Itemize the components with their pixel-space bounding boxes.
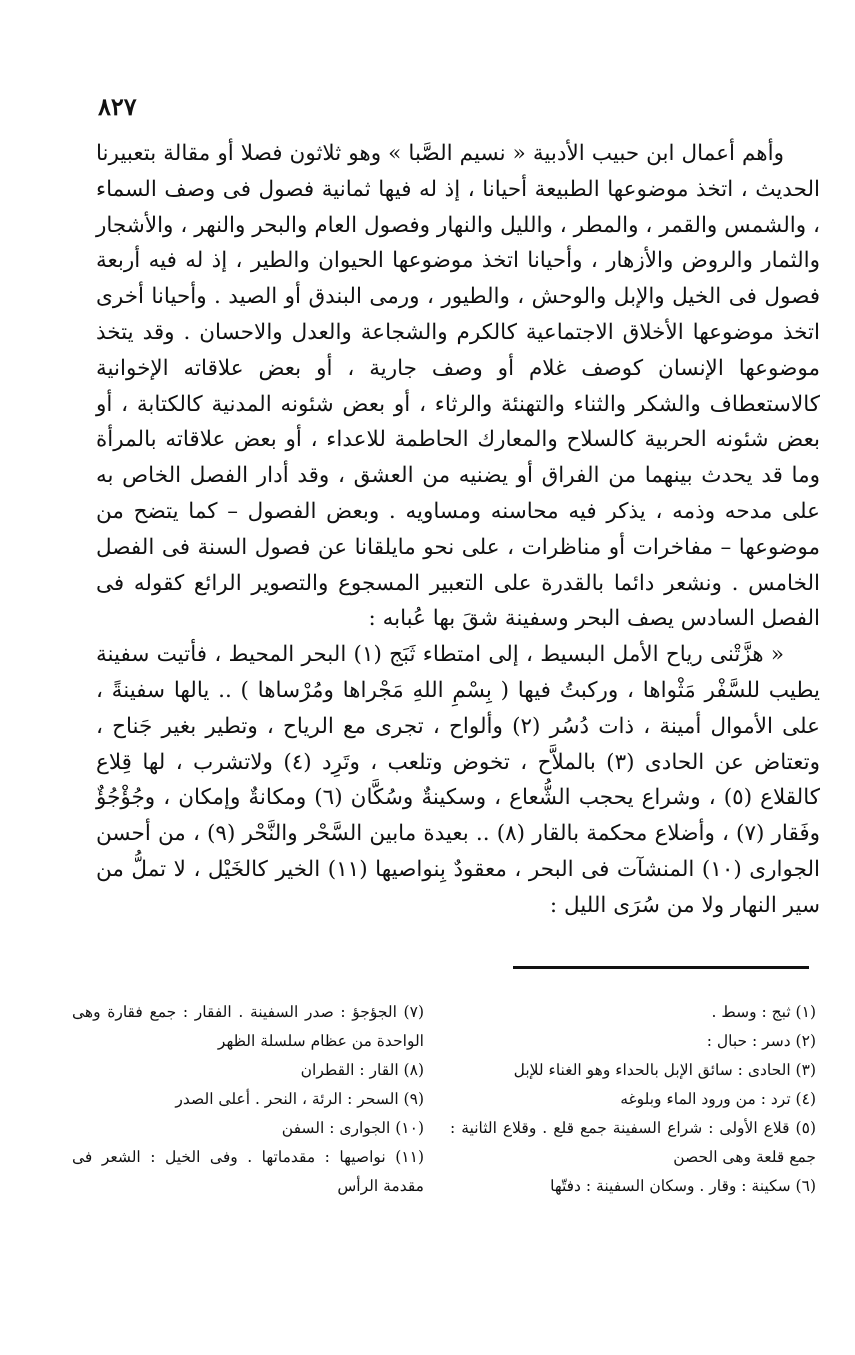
- footnote-6: (٦) سكينة : وقار . وسكان السفينة : دفتّها: [550, 1177, 816, 1195]
- footnote-1: (١) ثبج : وسط .: [711, 1003, 816, 1021]
- footnote-2: (٢) دسر : حبال :: [706, 1032, 816, 1050]
- footnote-3: (٣) الحادى : سائق الإبل بالحداء وهو الغناء للإبل: [513, 1061, 816, 1079]
- page-number: ٨٢٧: [98, 92, 137, 121]
- paragraph-intro: وأهم أعمال ابن حبيب الأدبية « نسيم الصَّبا » وهو ثلاثون فصلا أو مقالة بتعبيرنا الحديث ، اتخذ موضوعها الطبيعة أحيانا ، إذ له فيها ثمانية فصول فى وصف السماء ، والشمس والقمر ، والمطر ، والليل والنهار وفصول العام والبحر والنهر ، والأشجار والثمار والروض والأزهار ، وأحيانا اتخذ موضوعها الحيوان والطير ، إذ له فيه أربعة فصول فى الخيل والإبل والوحش ، والطيور ، ورمى البندق أو الصيد . وأحيانا أخرى اتخذ موضوعها الأخلاق الاجتماعية كالكرم والشجاعة والعدل والاحسان . وقد يتخذ موضوعها الإنسان كوصف غلام أو وصف جارية ، أو بعض علاقاته الإخوانية كالاستعطاف والشكر والثناء والتهنئة والرثاء ، أو بعض شئونه المدنية كالكتابة ، أو بعض شئونه الحربية كالسلاح والمعارك الحاطمة للاعداء ، أو بعض علاقاته بالمرأة وما قد يحدث بينهما من الفراق أو يضنيه من العشق ، وقد أدار الفصل الخاص به على مدحه وذمه ، يذكر فيه محاسنه ومساويه . وبعض الفصول – كما يتضح من موضوعها – مفاخرات أو مناظرات ، على نحو مايلقانا عن فصول السنة فى الفصل الخامس . ونشعر دائما بالقدرة على التعبير المسجوع والتصوير الرائع كقوله فى الفصل السادس يصف البحر وسفينة شقَ بها عُبابه :: [96, 141, 820, 632]
- footnote-9: (٩) السحر : الرئة ، النحر . أعلى الصدر: [175, 1090, 424, 1108]
- footnotes-right-column: [450, 998, 816, 1201]
- footnote-4: (٤) ترد : من ورود الماء وبلوغه: [620, 1090, 816, 1108]
- main-text: [96, 136, 820, 924]
- footnote-separator: [513, 966, 809, 969]
- footnote-11: (١١) نواصيها : مقدماتها . وفى الخيل : الشعر فى مقدمة الرأس: [72, 1148, 424, 1195]
- footnote-7: (٧) الجؤجؤ : صدر السفينة . الفقار : جمع فقارة وهى الواحدة من عظام سلسلة الظهر: [72, 1003, 424, 1050]
- footnote-8: (٨) القار : القطران: [300, 1061, 424, 1079]
- footnote-5: (٥) قلاع الأولى : شراع السفينة جمع قلع . وقلاع الثانية : جمع قلعة وهى الحصن: [450, 1119, 816, 1166]
- footnote-10: (١٠) الجوارى : السفن: [281, 1119, 424, 1137]
- paragraph-quote: « هزَّتْنى رياح الأمل البسيط ، إلى امتطاء ثَبَج (١) البحر المحيط ، فأتيت سفينة يطيب للسَّفْر مَثْواها ، وركبتُ فيها ( بِسْمِ اللهِ مَجْراها ومُرْساها ) .. يالها سفينةً ، على الأموال أمينة ، ذات دُسُر (٢) وألواح ، تجرى مع الرياح ، وتطير بغير جَناح ، وتعتاض عن الحادى (٣) بالملاَّح ، تخوض وتلعب ، وتَرِد (٤) ولاتشرب ، لها قِلاع كالقلاع (٥) ، وشراع يحجب الشُّعاع ، وسكينةٌ وسُكَّان (٦) ومكانةٌ وإمكان ، وجُؤْجُؤٌ وفَقار (٧) ، وأضلاع محكمة بالقار (٨) .. بعيدة مابين السَّحْر والنَّحْر (٩) ، من أحسن الجوارى (١٠) المنشآت فى البحر ، معقودٌ بِنواصيها (١١) الخير كالخَيْل ، لا تملُّ من سير النهار ولا من سُرَى الليل :: [96, 642, 821, 918]
- footnotes-left-column: [72, 998, 424, 1201]
